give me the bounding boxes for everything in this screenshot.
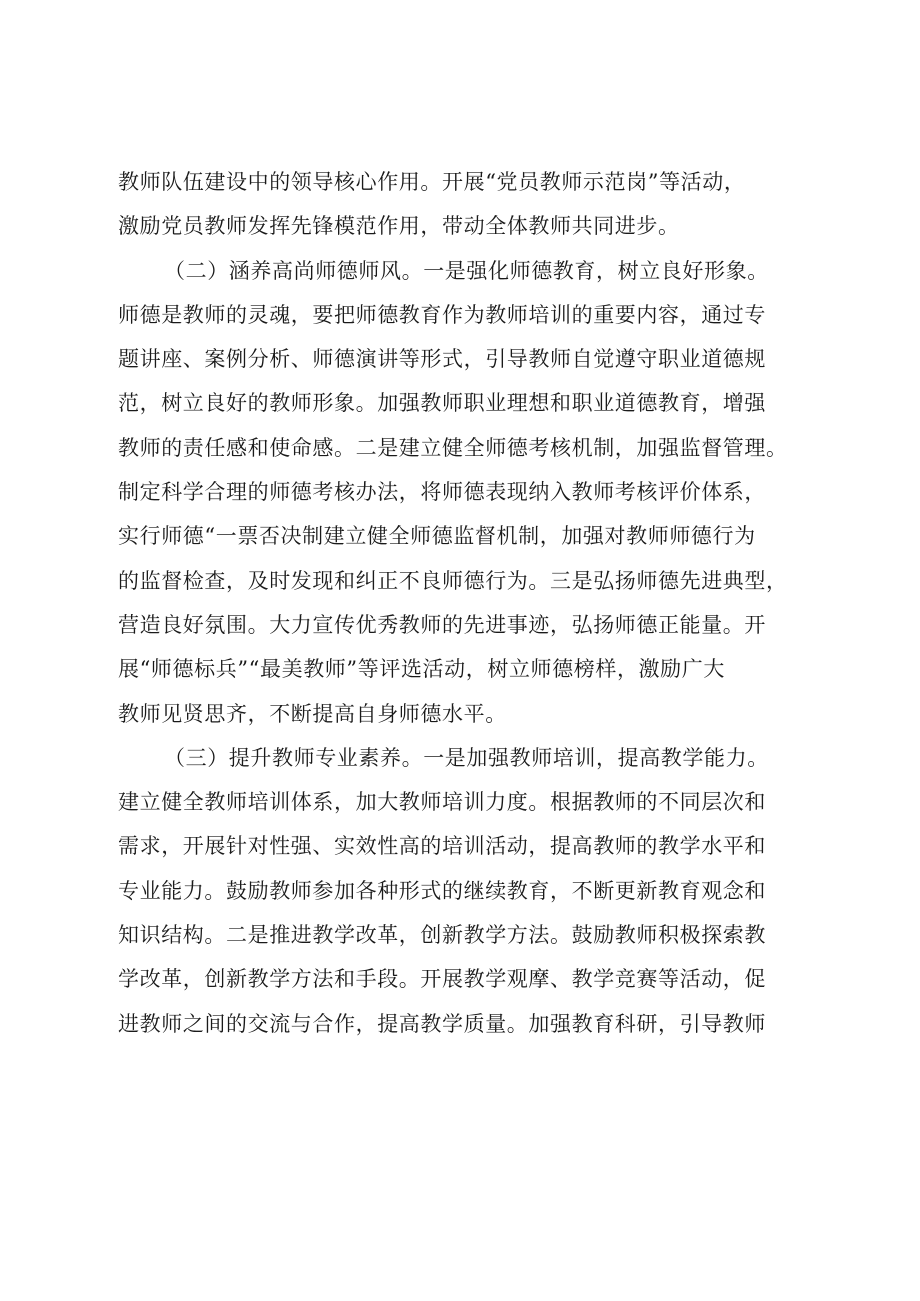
text-line: 学改革，创新教学方法和手段。开展教学观摩、教学竞赛等活动，促	[118, 967, 766, 992]
text-line: 范，树立良好的教师形象。加强教师职业理想和职业道德教育，增强	[118, 391, 766, 416]
text-line: 展“师德标兵”“最美教师”等评选活动，树立师德榜样，激励广大	[118, 657, 725, 682]
text-line: 教师的责任感和使命感。二是建立健全师德考核机制，加强监督管理。	[118, 435, 788, 460]
text-line: 营造良好氛围。大力宣传优秀教师的先进事迹，弘扬师德正能量。开	[118, 612, 766, 637]
text-line: 建立健全教师培训体系，加大教师培训力度。根据教师的不同层次和	[118, 790, 766, 815]
text-line: 激励党员教师发挥先锋模范作用，带动全体教师共同进步。	[118, 214, 680, 239]
text-line: 专业能力。鼓励教师参加各种形式的继续教育，不断更新教育观念和	[118, 878, 766, 903]
text-line: 师德是教师的灵魂，要把师德教育作为教师培训的重要内容，通过专	[118, 302, 766, 327]
text-line: 知识结构。二是推进教学改革，创新教学方法。鼓励教师积极探索教	[118, 923, 766, 948]
text-line: 题讲座、案例分析、师德演讲等形式，引导教师自觉遵守职业道德规	[118, 347, 766, 372]
text-line: 实行师德“一票否决制建立健全师德监督机制，加强对教师师德行为	[118, 524, 756, 549]
text-line: 的监督检查，及时发现和纠正不良师德行为。三是弘扬师德先进典型，	[118, 568, 788, 593]
body-text	[118, 160, 838, 1046]
text-line: 制定科学合理的师德考核办法，将师德表现纳入教师考核评价体系，	[118, 480, 766, 505]
section-heading-line: （二）涵养高尚师德师风。一是强化师德教育，树立良好形象。	[164, 258, 769, 283]
text-line: 进教师之间的交流与合作，提高教学质量。加强教育科研，引导教师	[118, 1011, 766, 1036]
text-line: 教师见贤思齐，不断提高自身师德水平。	[118, 701, 507, 726]
section-heading-line: （三）提升教师专业素养。一是加强教师培训，提高教学能力。	[164, 745, 769, 770]
text-line: 需求，开展针对性强、实效性高的培训活动，提高教师的教学水平和	[118, 834, 766, 859]
text-line: 教师队伍建设中的领导核心作用。开展“党员教师示范岗”等活动，	[118, 170, 746, 194]
